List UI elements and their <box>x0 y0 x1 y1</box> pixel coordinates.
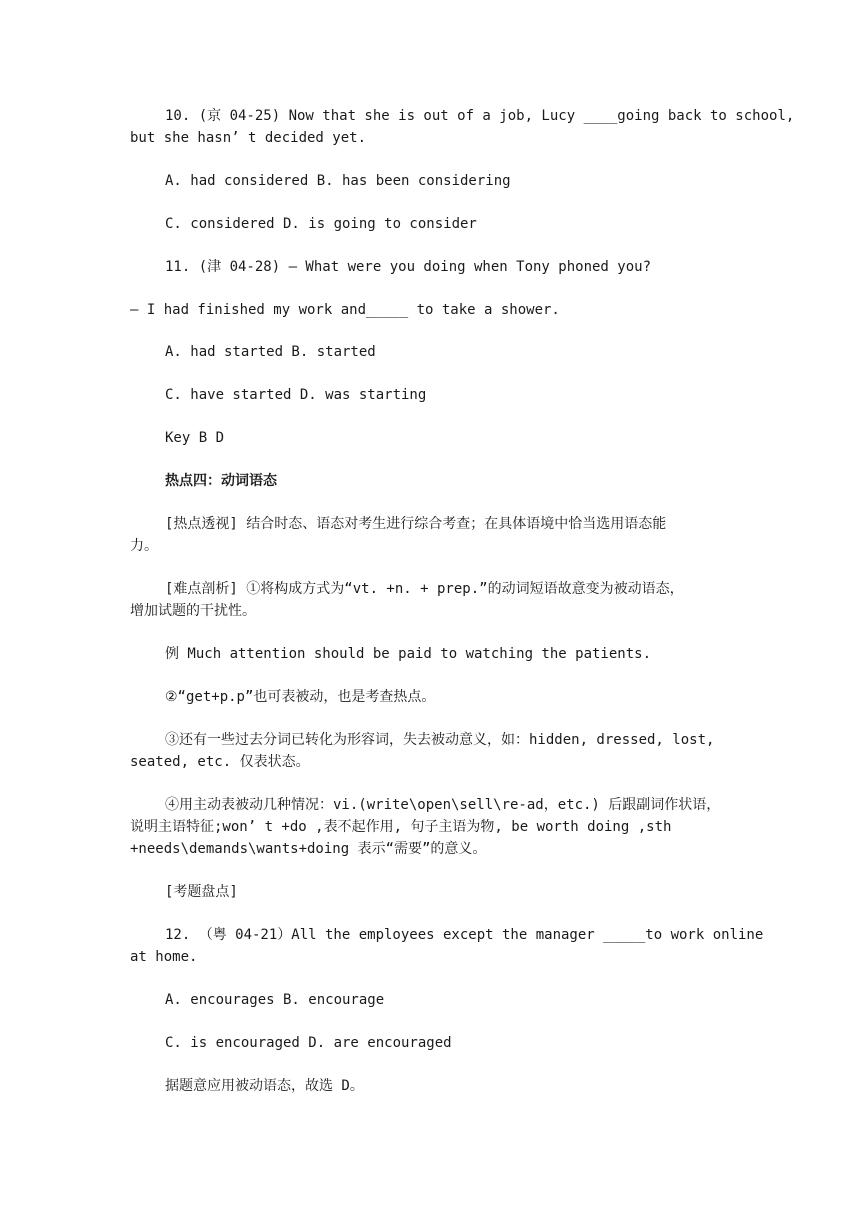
point-4-line1: ④用主动表被动几种情况：vi.(write\open\sell\re-ad，etc.) 后跟副词作状语， <box>165 797 721 813</box>
point-4-line3: +needs\demands\wants+doing 表示“需要”的意义。 <box>130 841 487 857</box>
overview-line2: 力。 <box>130 538 158 554</box>
point-3-line2: seated, etc. 仅表状态。 <box>130 754 310 770</box>
q10-options-ab: A. had considered B. has been considering <box>165 173 511 189</box>
example-sentence: 例 Much attention should be paid to watching the patients. <box>165 646 652 662</box>
point-3-line1: ③还有一些过去分词已转化为形容词，失去被动意义，如：hidden, dressed, lost, <box>165 732 715 748</box>
point-4-line2: 说明主语特征;won’ t +do ,表不起作用, 句子主语为物, be worth doing ,sth <box>130 819 672 835</box>
overview-line1: [热点透视] 结合时态、语态对考生进行综合考查；在具体语境中恰当选用语态能 <box>165 516 667 532</box>
q12-stem-line2: at home. <box>130 949 198 965</box>
q11-options-cd: C. have started D. was starting <box>165 387 427 403</box>
q11-options-ab: A. had started B. started <box>165 344 376 360</box>
q11-stem-line2: — I had finished my work and_____ to take a shower. <box>130 302 560 318</box>
review-heading: [考题盘点] <box>165 884 238 900</box>
q11-stem-line1: 11. (津 04-28) — What were you doing when Tony phoned you? <box>165 259 652 275</box>
q10-stem-line1: 10. (京 04-25) Now that she is out of a job, Lucy ____going back to school, <box>165 108 795 124</box>
q10-stem-line2: but she hasn’ t decided yet. <box>130 130 367 146</box>
q12-options-cd: C. is encouraged D. are encouraged <box>165 1035 452 1051</box>
q12-stem-line1: 12. （粤 04-21）All the employees except the manager _____to work online <box>165 927 764 943</box>
analysis-line1: [难点剖析] ①将构成方式为“vt. +n. + prep.”的动词短语故意变为被动语态， <box>165 581 684 597</box>
q12-options-ab: A. encourages B. encourage <box>165 992 385 1008</box>
point-2: ②“get+p.p”也可表被动，也是考查热点。 <box>165 689 436 705</box>
analysis-line2: 增加试题的干扰性。 <box>130 603 256 619</box>
q11-answer-key: Key B D <box>165 430 225 446</box>
q12-explanation: 据题意应用被动语态，故选 D。 <box>165 1078 364 1094</box>
q10-options-cd: C. considered D. is going to consider <box>165 216 477 232</box>
section-heading: 热点四：动词语态 <box>165 473 277 489</box>
